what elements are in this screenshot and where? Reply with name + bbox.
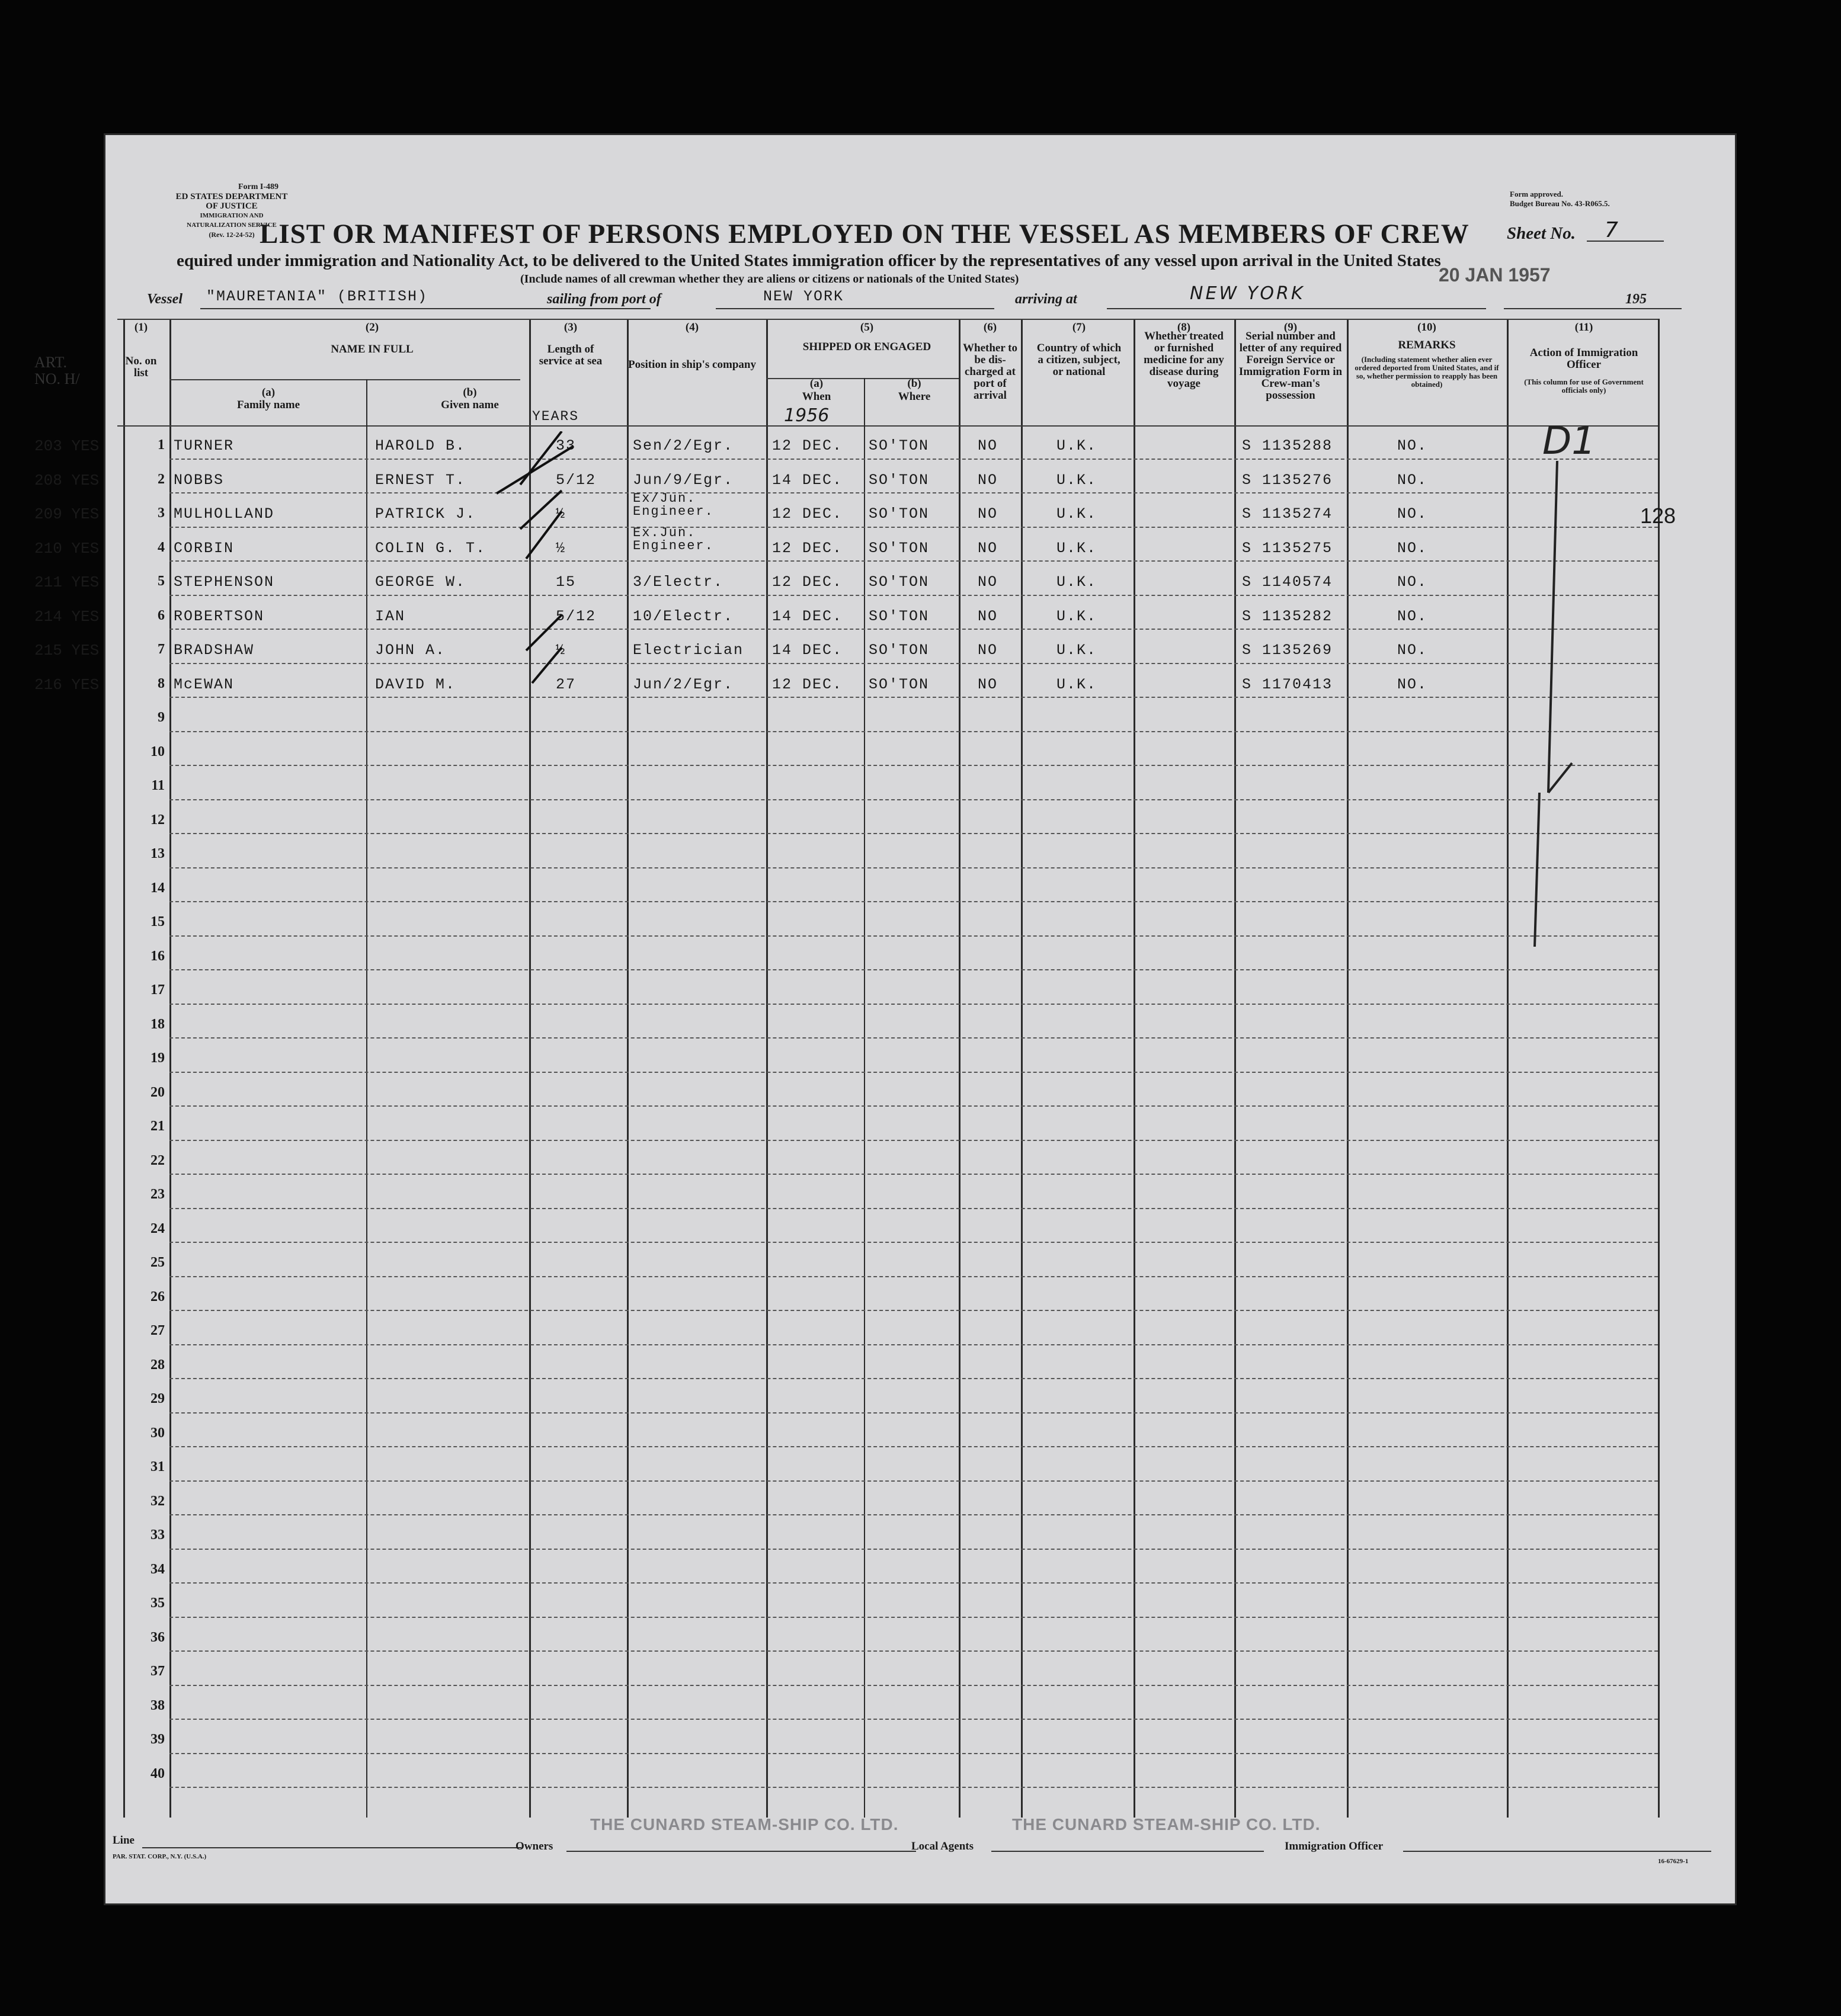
row-number: 2 (158, 471, 165, 487)
country-cell: U.K. (1056, 607, 1097, 625)
col5a-label: When (802, 390, 831, 403)
row-number: 6 (158, 607, 165, 623)
position-cell: Electrician (633, 642, 744, 659)
row-number: 5 (158, 573, 165, 589)
table-row-rule (169, 1719, 1658, 1720)
table-row-rule (169, 1582, 1658, 1584)
row-number: 38 (151, 1697, 165, 1713)
table-row-rule (169, 1310, 1658, 1311)
sailing-value: NEW YORK (763, 288, 844, 305)
art-number-cell: 209 YES (34, 505, 100, 523)
shipped-where-cell: SO'TON (869, 573, 930, 591)
shipped-when-cell: 12 DEC. (772, 437, 843, 454)
remarks-cell: NO. (1397, 607, 1428, 625)
col8-label: Whether treated or furnished medicine for any disease during voyage (1144, 330, 1224, 390)
table-row-rule (169, 697, 1658, 698)
page-title: LIST OR MANIFEST OF PERSONS EMPLOYED ON THE VESSEL AS MEMBERS OF CREW (260, 219, 1469, 249)
col11-label: Action of Immigration Officer (1529, 347, 1638, 371)
col5b-number: (b) (907, 377, 921, 390)
col8-number: (8) (1177, 321, 1191, 334)
serial-number-cell: S 1135275 (1242, 539, 1333, 557)
position-cell: Ex.Jun. Engineer. (633, 525, 714, 553)
col4-number: (4) (685, 321, 699, 334)
subtitle-note: (Include names of all crewman whether they are aliens or citizens or nationals of the United States) (520, 273, 1019, 286)
remarks-cell: NO. (1397, 573, 1428, 591)
col3-unit: YEARS (532, 409, 579, 424)
table-row-rule (169, 1549, 1658, 1550)
shipped-when-cell: 12 DEC. (772, 675, 843, 693)
footer-owners-label: Owners (516, 1840, 553, 1852)
art-number-cell: 216 YES (34, 675, 100, 694)
family-name-cell: McEWAN (174, 675, 235, 693)
table-row-rule (169, 1208, 1658, 1209)
form-number: Form I-489 (238, 182, 279, 191)
col1-number: (1) (134, 321, 148, 334)
footer-line-underline (142, 1847, 521, 1848)
given-name-cell: ERNEST T. (375, 471, 466, 489)
table-row-rule (169, 1037, 1658, 1039)
position-cell: Jun/9/Egr. (633, 471, 734, 489)
remarks-cell: NO. (1397, 437, 1428, 454)
art-number-cell: 215 YES (34, 642, 100, 659)
discharge-cell: NO (978, 573, 998, 591)
shipped-where-cell: SO'TON (869, 675, 930, 693)
department-name: ED STATES DEPARTMENT OF JUSTICE (175, 192, 288, 211)
row-number: 34 (151, 1561, 165, 1577)
table-row-rule (169, 560, 1658, 562)
remarks-cell: NO. (1397, 642, 1428, 659)
col5-number: (5) (860, 321, 874, 334)
table-row-rule (169, 1446, 1658, 1447)
serial-number-cell: S 1135269 (1242, 642, 1333, 659)
row-number: 14 (151, 880, 165, 896)
country-cell: U.K. (1056, 505, 1097, 523)
given-name-cell: PATRICK J. (375, 505, 476, 523)
serial-number-cell: S 1135288 (1242, 437, 1333, 454)
col5-label: SHIPPED OR ENGAGED (802, 341, 931, 353)
art-number-cell: 210 YES (34, 539, 100, 557)
table-row-rule (169, 1650, 1658, 1652)
position-cell: Jun/2/Egr. (633, 675, 734, 693)
shipped-when-cell: 12 DEC. (772, 573, 843, 591)
col3-number: (3) (563, 321, 578, 334)
col6-number: (6) (983, 321, 997, 334)
table-row-rule (169, 969, 1658, 970)
col2-number: (2) (365, 321, 379, 334)
col2b-number: (b) (463, 386, 477, 399)
form-approved: Form approved. (1510, 190, 1564, 198)
shipped-when-cell: 14 DEC. (772, 607, 843, 625)
year-label: 195 (1625, 291, 1647, 307)
col10-note: (Including statement whether alien ever ordered deported from United States, and if so, whether permission to reapply has been obtained) (1355, 355, 1499, 389)
service-name: IMMIGRATION AND NATURALIZATION SERVICE (187, 212, 277, 229)
family-name-cell: NOBBS (174, 471, 225, 489)
row-number: 12 (151, 812, 165, 828)
handwritten-bracket-line (1516, 461, 1587, 947)
table-row-rule (169, 1140, 1658, 1141)
serial-number-cell: S 1135282 (1242, 607, 1333, 625)
col6-label: Whether to be dis-charged at port of arrival (963, 342, 1017, 402)
row-number: 10 (151, 743, 165, 759)
row-number: 7 (158, 642, 165, 657)
family-name-cell: BRADSHAW (174, 642, 255, 659)
country-cell: U.K. (1056, 642, 1097, 659)
service-length-cell: 15 (556, 573, 577, 591)
art-number-cell: 211 YES (34, 573, 100, 591)
table-row-rule (169, 1174, 1658, 1175)
row-number: 4 (158, 539, 165, 555)
col5a-number: (a) (809, 377, 824, 390)
side-number: 128 (1640, 504, 1676, 528)
col9-number: (9) (1283, 321, 1298, 334)
given-name-cell: COLIN G. T. (375, 539, 486, 557)
row-number: 25 (151, 1255, 165, 1270)
row-number: 30 (151, 1425, 165, 1441)
printer-imprint: PAR. STAT. CORP., N.Y. (U.S.A.) (113, 1853, 207, 1860)
table-row-rule (169, 833, 1658, 834)
row-number: 36 (151, 1629, 165, 1645)
revision-date: (Rev. 12-24-52) (209, 230, 255, 239)
col7-number: (7) (1072, 321, 1086, 334)
col10-number: (10) (1417, 321, 1436, 334)
table-row-rule (169, 1685, 1658, 1686)
shipped-where-cell: SO'TON (869, 437, 930, 454)
margin-art-no: ART. NO. H/ (34, 354, 80, 387)
discharge-cell: NO (978, 539, 998, 557)
row-number: 33 (151, 1527, 165, 1543)
position-cell: 3/Electr. (633, 573, 724, 591)
col2b-label: Given name (441, 399, 499, 411)
col5a-year: 1956 (784, 405, 830, 426)
vessel-label: Vessel (147, 291, 183, 307)
remarks-cell: NO. (1397, 505, 1428, 523)
table-row-rule (169, 901, 1658, 902)
row-number: 39 (151, 1732, 165, 1747)
footer-owners-underline (566, 1851, 916, 1852)
table-row-rule (169, 629, 1658, 630)
sheet-no-value: 7 (1605, 218, 1618, 242)
row-number: 31 (151, 1459, 165, 1475)
country-cell: U.K. (1056, 539, 1097, 557)
row-number: 9 (158, 710, 165, 725)
col1-label: No. on list (125, 355, 157, 379)
row-number: 29 (151, 1391, 165, 1406)
service-length-cell: 5/12 (556, 471, 597, 489)
given-name-cell: JOHN A. (375, 642, 446, 659)
table-row-rule (169, 799, 1658, 800)
table-row-rule (169, 459, 1658, 460)
table-row-rule (169, 492, 1658, 493)
row-number: 37 (151, 1664, 165, 1679)
discharge-cell: NO (978, 642, 998, 659)
arriving-value: NEW YORK (1190, 283, 1305, 304)
table-row-rule (169, 765, 1658, 766)
row-number: 40 (151, 1765, 165, 1781)
handwritten-mark-d1: D1 (1542, 419, 1596, 463)
serial-number-cell: S 1135274 (1242, 505, 1333, 523)
art-number-cell: 208 YES (34, 471, 100, 489)
service-length-cell: 33 (556, 437, 577, 454)
owners-stamp: THE CUNARD STEAM-SHIP CO. LTD. (590, 1815, 899, 1834)
table-row-rule (169, 1617, 1658, 1618)
family-name-cell: STEPHENSON (174, 573, 275, 591)
table-row-rule (169, 1753, 1658, 1754)
table-row-rule (169, 1412, 1658, 1414)
shipped-when-cell: 12 DEC. (772, 539, 843, 557)
service-length-cell: ½ (556, 642, 566, 659)
discharge-cell: NO (978, 607, 998, 625)
row-number: 1 (158, 437, 165, 453)
date-stamp: 20 JAN 1957 (1439, 264, 1551, 286)
col3-label: Length of service at sea (539, 343, 603, 367)
remarks-cell: NO. (1397, 675, 1428, 693)
table-row-rule (169, 1072, 1658, 1073)
row-number: 18 (151, 1016, 165, 1032)
row-number: 23 (151, 1187, 165, 1202)
discharge-cell: NO (978, 675, 998, 693)
row-number: 3 (158, 505, 165, 521)
row-number: 32 (151, 1493, 165, 1509)
sheet-no-label: Sheet No. (1507, 224, 1576, 243)
serial-number-cell: S 1140574 (1242, 573, 1333, 591)
row-number: 21 (151, 1118, 165, 1134)
art-number-cell: 214 YES (34, 607, 100, 626)
table-row-rule (169, 1242, 1658, 1243)
row-number: 35 (151, 1595, 165, 1611)
country-cell: U.K. (1056, 471, 1097, 489)
check-marks (485, 431, 579, 810)
table-row-rule (169, 867, 1658, 868)
shipped-where-cell: SO'TON (869, 642, 930, 659)
table-row-rule (169, 935, 1658, 937)
col2-label: NAME IN FULL (331, 343, 414, 355)
position-cell: Sen/2/Egr. (633, 437, 734, 454)
row-number: 22 (151, 1152, 165, 1168)
row-number: 16 (151, 948, 165, 964)
vessel-value: "MAURETANIA" (BRITISH) (206, 288, 428, 305)
row-number: 19 (151, 1050, 165, 1066)
table-row-rule (169, 1787, 1658, 1788)
shipped-when-cell: 14 DEC. (772, 642, 843, 659)
discharge-cell: NO (978, 437, 998, 454)
shipped-when-cell: 14 DEC. (772, 471, 843, 489)
service-length-cell: 27 (556, 675, 577, 693)
sailing-label: sailing from port of (547, 291, 661, 307)
shipped-where-cell: SO'TON (869, 607, 930, 625)
table-row-rule (169, 1105, 1658, 1107)
col9-label: Serial number and letter of any required Foreign Service or Immigration Form in Crew-man's possession (1238, 330, 1343, 402)
shipped-where-cell: SO'TON (869, 471, 930, 489)
discharge-cell: NO (978, 505, 998, 523)
row-number: 13 (151, 846, 165, 861)
row-number: 24 (151, 1220, 165, 1236)
col4-label: Position in ship's company (628, 358, 756, 371)
table-row-rule (169, 731, 1658, 732)
table-row-rule (169, 1344, 1658, 1345)
row-number: 11 (151, 778, 165, 793)
row-number: 28 (151, 1357, 165, 1373)
table-row-rule (169, 595, 1658, 596)
given-name-cell: HAROLD B. (375, 437, 466, 454)
service-length-cell: 5/12 (556, 607, 597, 625)
table-row-rule (169, 663, 1658, 664)
col7-label: Country of which a citizen, subject, or national (1036, 342, 1122, 378)
given-name-cell: GEORGE W. (375, 573, 466, 591)
row-number: 27 (151, 1323, 165, 1338)
art-number-cell: 203 YES (34, 437, 100, 455)
col11-note: (This column for use of Government officials only) (1524, 377, 1644, 395)
row-number: 17 (151, 982, 165, 998)
serial-number-cell: S 1135276 (1242, 471, 1333, 489)
table-row-rule (169, 527, 1658, 528)
budget-bureau: Budget Bureau No. 43-R065.5. (1510, 199, 1610, 208)
service-length-cell: ½ (556, 539, 566, 557)
col2a-label: Family name (236, 399, 300, 411)
col10-label: REMARKS (1398, 339, 1456, 351)
position-cell: 10/Electr. (633, 607, 734, 625)
subtitle: equired under immigration and Nationality Act, to be delivered to the United States immigration officer by the representatives of any vessel upon arrival in the United States (177, 251, 1441, 270)
footer-officer-label: Immigration Officer (1285, 1840, 1384, 1852)
table-row-rule (169, 1004, 1658, 1005)
shipped-where-cell: SO'TON (869, 539, 930, 557)
country-cell: U.K. (1056, 437, 1097, 454)
position-cell: Ex/Jun. Engineer. (633, 491, 714, 519)
col11-number: (11) (1574, 321, 1593, 334)
row-number: 20 (151, 1084, 165, 1100)
agents-stamp: THE CUNARD STEAM-SHIP CO. LTD. (1012, 1815, 1321, 1834)
manifest-sheet (34, 135, 1735, 1903)
col2a-number: (a) (261, 386, 276, 399)
family-name-cell: TURNER (174, 437, 235, 454)
footer-agents-label: Local Agents (911, 1840, 974, 1852)
serial-number-cell: S 1170413 (1242, 675, 1333, 693)
family-name-cell: MULHOLLAND (174, 505, 275, 523)
footer-agents-underline (991, 1851, 1264, 1852)
family-name-cell: CORBIN (174, 539, 235, 557)
row-number: 8 (158, 675, 165, 691)
shipped-where-cell: SO'TON (869, 505, 930, 523)
country-cell: U.K. (1056, 573, 1097, 591)
footer-line-label: Line (113, 1834, 135, 1847)
table-row-rule (169, 1276, 1658, 1277)
row-number: 26 (151, 1289, 165, 1305)
table-row-rule (169, 1378, 1658, 1379)
discharge-cell: NO (978, 471, 998, 489)
family-name-cell: ROBERTSON (174, 607, 265, 625)
country-cell: U.K. (1056, 675, 1097, 693)
footer-officer-underline (1403, 1851, 1711, 1852)
form-code: 16-67629-1 (1658, 1858, 1689, 1865)
given-name-cell: DAVID M. (375, 675, 456, 693)
table-row-rule (169, 1514, 1658, 1515)
table-row-rule (169, 1480, 1658, 1482)
shipped-when-cell: 12 DEC. (772, 505, 843, 523)
row-number: 15 (151, 914, 165, 930)
given-name-cell: IAN (375, 607, 406, 625)
remarks-cell: NO. (1397, 471, 1428, 489)
arriving-label: arriving at (1015, 291, 1077, 307)
remarks-cell: NO. (1397, 539, 1428, 557)
service-length-cell: ½ (556, 505, 566, 523)
col5b-label: Where (898, 390, 931, 403)
